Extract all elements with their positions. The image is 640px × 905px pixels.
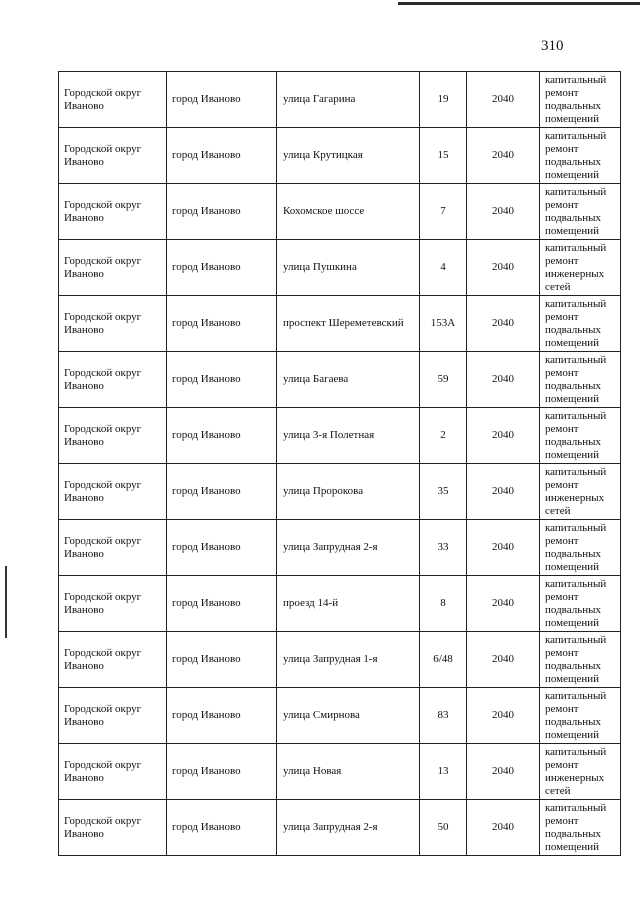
- municipality-cell: Городской округ Иваново: [59, 184, 167, 240]
- street-cell: улица 3-я Полетная: [277, 408, 420, 464]
- year-cell: 2040: [467, 408, 540, 464]
- settlement-cell: город Иваново: [167, 184, 277, 240]
- table-row: [59, 184, 621, 240]
- street-cell: Кохомское шоссе: [277, 184, 420, 240]
- street-cell: улица Запрудная 2-я: [277, 800, 420, 856]
- municipality-cell: Городской округ Иваново: [59, 240, 167, 296]
- municipality-cell: Городской округ Иваново: [59, 800, 167, 856]
- table-row: [59, 520, 621, 576]
- year-cell: 2040: [467, 296, 540, 352]
- house-number-cell: 4: [420, 240, 467, 296]
- housing-repair-table: [58, 71, 621, 856]
- municipality-cell: Городской округ Иваново: [59, 576, 167, 632]
- house-number-cell: 2: [420, 408, 467, 464]
- street-cell: улица Пушкина: [277, 240, 420, 296]
- work-type-cell: капитальный ремонт подвальных помещений: [540, 352, 621, 408]
- year-cell: 2040: [467, 128, 540, 184]
- settlement-cell: город Иваново: [167, 352, 277, 408]
- municipality-cell: Городской округ Иваново: [59, 296, 167, 352]
- year-cell: 2040: [467, 72, 540, 128]
- street-cell: улица Гагарина: [277, 72, 420, 128]
- house-number-cell: 19: [420, 72, 467, 128]
- settlement-cell: город Иваново: [167, 240, 277, 296]
- table-row: [59, 464, 621, 520]
- year-cell: 2040: [467, 688, 540, 744]
- work-type-cell: капитальный ремонт подвальных помещений: [540, 128, 621, 184]
- street-cell: улица Запрудная 2-я: [277, 520, 420, 576]
- house-number-cell: 83: [420, 688, 467, 744]
- settlement-cell: город Иваново: [167, 520, 277, 576]
- municipality-cell: Городской округ Иваново: [59, 520, 167, 576]
- house-number-cell: 13: [420, 744, 467, 800]
- settlement-cell: город Иваново: [167, 296, 277, 352]
- year-cell: 2040: [467, 576, 540, 632]
- table-row: [59, 352, 621, 408]
- table-row: [59, 744, 621, 800]
- work-type-cell: капитальный ремонт подвальных помещений: [540, 72, 621, 128]
- year-cell: 2040: [467, 800, 540, 856]
- year-cell: 2040: [467, 744, 540, 800]
- street-cell: улица Багаева: [277, 352, 420, 408]
- house-number-cell: 15: [420, 128, 467, 184]
- street-cell: улица Новая: [277, 744, 420, 800]
- scan-artifact-mark: [5, 566, 7, 638]
- table-row: [59, 408, 621, 464]
- municipality-cell: Городской округ Иваново: [59, 632, 167, 688]
- table-row: [59, 688, 621, 744]
- work-type-cell: капитальный ремонт подвальных помещений: [540, 576, 621, 632]
- house-number-cell: 35: [420, 464, 467, 520]
- work-type-cell: капитальный ремонт подвальных помещений: [540, 408, 621, 464]
- municipality-cell: Городской округ Иваново: [59, 688, 167, 744]
- street-cell: улица Крутицкая: [277, 128, 420, 184]
- table-row: [59, 296, 621, 352]
- house-number-cell: 59: [420, 352, 467, 408]
- settlement-cell: город Иваново: [167, 128, 277, 184]
- work-type-cell: капитальный ремонт подвальных помещений: [540, 184, 621, 240]
- municipality-cell: Городской округ Иваново: [59, 744, 167, 800]
- municipality-cell: Городской округ Иваново: [59, 352, 167, 408]
- house-number-cell: 8: [420, 576, 467, 632]
- municipality-cell: Городской округ Иваново: [59, 408, 167, 464]
- table-row: [59, 72, 621, 128]
- work-type-cell: капитальный ремонт подвальных помещений: [540, 800, 621, 856]
- house-number-cell: 50: [420, 800, 467, 856]
- street-cell: проспект Шереметевский: [277, 296, 420, 352]
- work-type-cell: капитальный ремонт инженерных сетей: [540, 464, 621, 520]
- municipality-cell: Городской округ Иваново: [59, 128, 167, 184]
- house-number-cell: 33: [420, 520, 467, 576]
- house-number-cell: 153А: [420, 296, 467, 352]
- work-type-cell: капитальный ремонт инженерных сетей: [540, 744, 621, 800]
- settlement-cell: город Иваново: [167, 576, 277, 632]
- settlement-cell: город Иваново: [167, 408, 277, 464]
- year-cell: 2040: [467, 632, 540, 688]
- table-row: [59, 800, 621, 856]
- street-cell: улица Запрудная 1-я: [277, 632, 420, 688]
- table-row: [59, 128, 621, 184]
- settlement-cell: город Иваново: [167, 72, 277, 128]
- table-row: [59, 240, 621, 296]
- page-number: 310: [541, 38, 564, 54]
- settlement-cell: город Иваново: [167, 688, 277, 744]
- street-cell: проезд 14-й: [277, 576, 420, 632]
- settlement-cell: город Иваново: [167, 464, 277, 520]
- table-row: [59, 632, 621, 688]
- street-cell: улица Смирнова: [277, 688, 420, 744]
- table-row: [59, 576, 621, 632]
- house-number-cell: 6/48: [420, 632, 467, 688]
- municipality-cell: Городской округ Иваново: [59, 72, 167, 128]
- year-cell: 2040: [467, 240, 540, 296]
- year-cell: 2040: [467, 184, 540, 240]
- year-cell: 2040: [467, 464, 540, 520]
- scan-artifact-line: [398, 2, 640, 5]
- settlement-cell: город Иваново: [167, 744, 277, 800]
- year-cell: 2040: [467, 352, 540, 408]
- house-number-cell: 7: [420, 184, 467, 240]
- year-cell: 2040: [467, 520, 540, 576]
- street-cell: улица Пророкова: [277, 464, 420, 520]
- work-type-cell: капитальный ремонт подвальных помещений: [540, 296, 621, 352]
- settlement-cell: город Иваново: [167, 632, 277, 688]
- work-type-cell: капитальный ремонт подвальных помещений: [540, 520, 621, 576]
- table-body: [59, 72, 621, 856]
- municipality-cell: Городской округ Иваново: [59, 464, 167, 520]
- work-type-cell: капитальный ремонт подвальных помещений: [540, 632, 621, 688]
- work-type-cell: капитальный ремонт подвальных помещений: [540, 688, 621, 744]
- settlement-cell: город Иваново: [167, 800, 277, 856]
- work-type-cell: капитальный ремонт инженерных сетей: [540, 240, 621, 296]
